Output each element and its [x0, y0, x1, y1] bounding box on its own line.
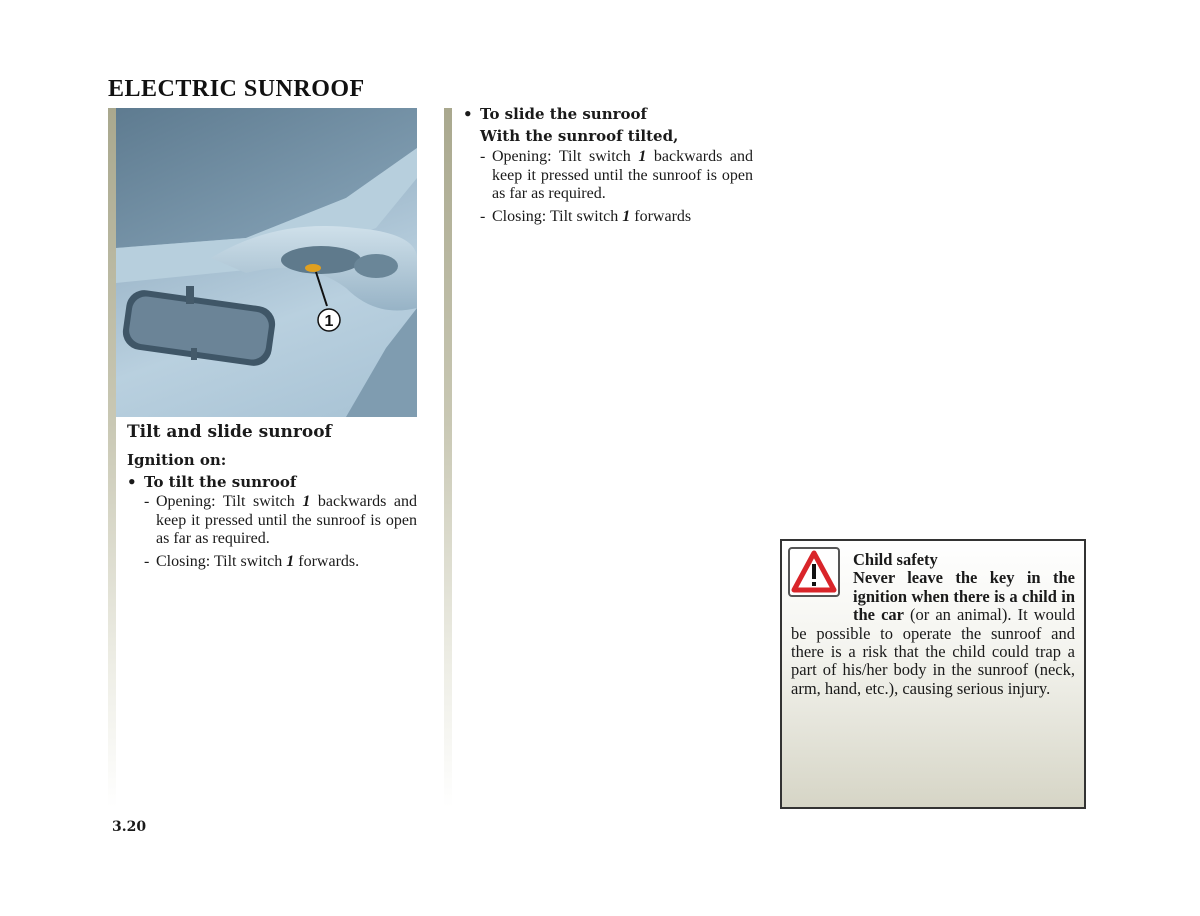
right-column-text	[463, 103, 753, 226]
page-title: ELECTRIC SUNROOF	[108, 76, 365, 102]
section-heading: Tilt and slide sunroof	[127, 422, 332, 442]
list-item: - Opening: Tilt switch 1 backwards and keep it pressed until the sunroof is open as far as required.	[144, 493, 418, 547]
page-number: 3.20	[112, 819, 147, 835]
list-item: - Opening: Tilt switch 1 backwards and keep it pressed until the sunroof is open as far as required.	[480, 148, 754, 202]
bullet-marker: •	[127, 473, 137, 491]
warning-body: (or an animal). It would be possible to operate the sunroof and there is a risk that the child could trap a part of his/her body in the sunroof (neck, arm, hand, etc.), causing serious injury.	[791, 605, 1075, 698]
right-column-bar	[444, 108, 452, 808]
bullet-tilt: • To tilt the sunroof	[127, 473, 297, 491]
warning-strong: Never leave the key in the ignition when there is a child in the car	[853, 568, 1075, 625]
warning-text	[791, 551, 1075, 698]
callout-label: 1	[324, 313, 334, 330]
bullet-marker: •	[463, 105, 473, 123]
child-safety-warning	[780, 539, 1086, 809]
switch-marker	[305, 264, 321, 272]
warning-title: Child safety	[853, 550, 938, 569]
list-item: - Closing: Tilt switch 1 forwards	[480, 207, 692, 225]
bullet-slide: • To slide the sunroof	[463, 105, 647, 123]
ignition-label: Ignition on:	[127, 451, 227, 469]
sunroof-photo	[116, 108, 417, 417]
left-column-bar	[108, 108, 116, 808]
slide-subheading: With the sunroof tilted,	[480, 127, 679, 145]
list-item: - Closing: Tilt switch 1 forwards.	[144, 552, 360, 570]
left-column-text	[127, 422, 417, 571]
